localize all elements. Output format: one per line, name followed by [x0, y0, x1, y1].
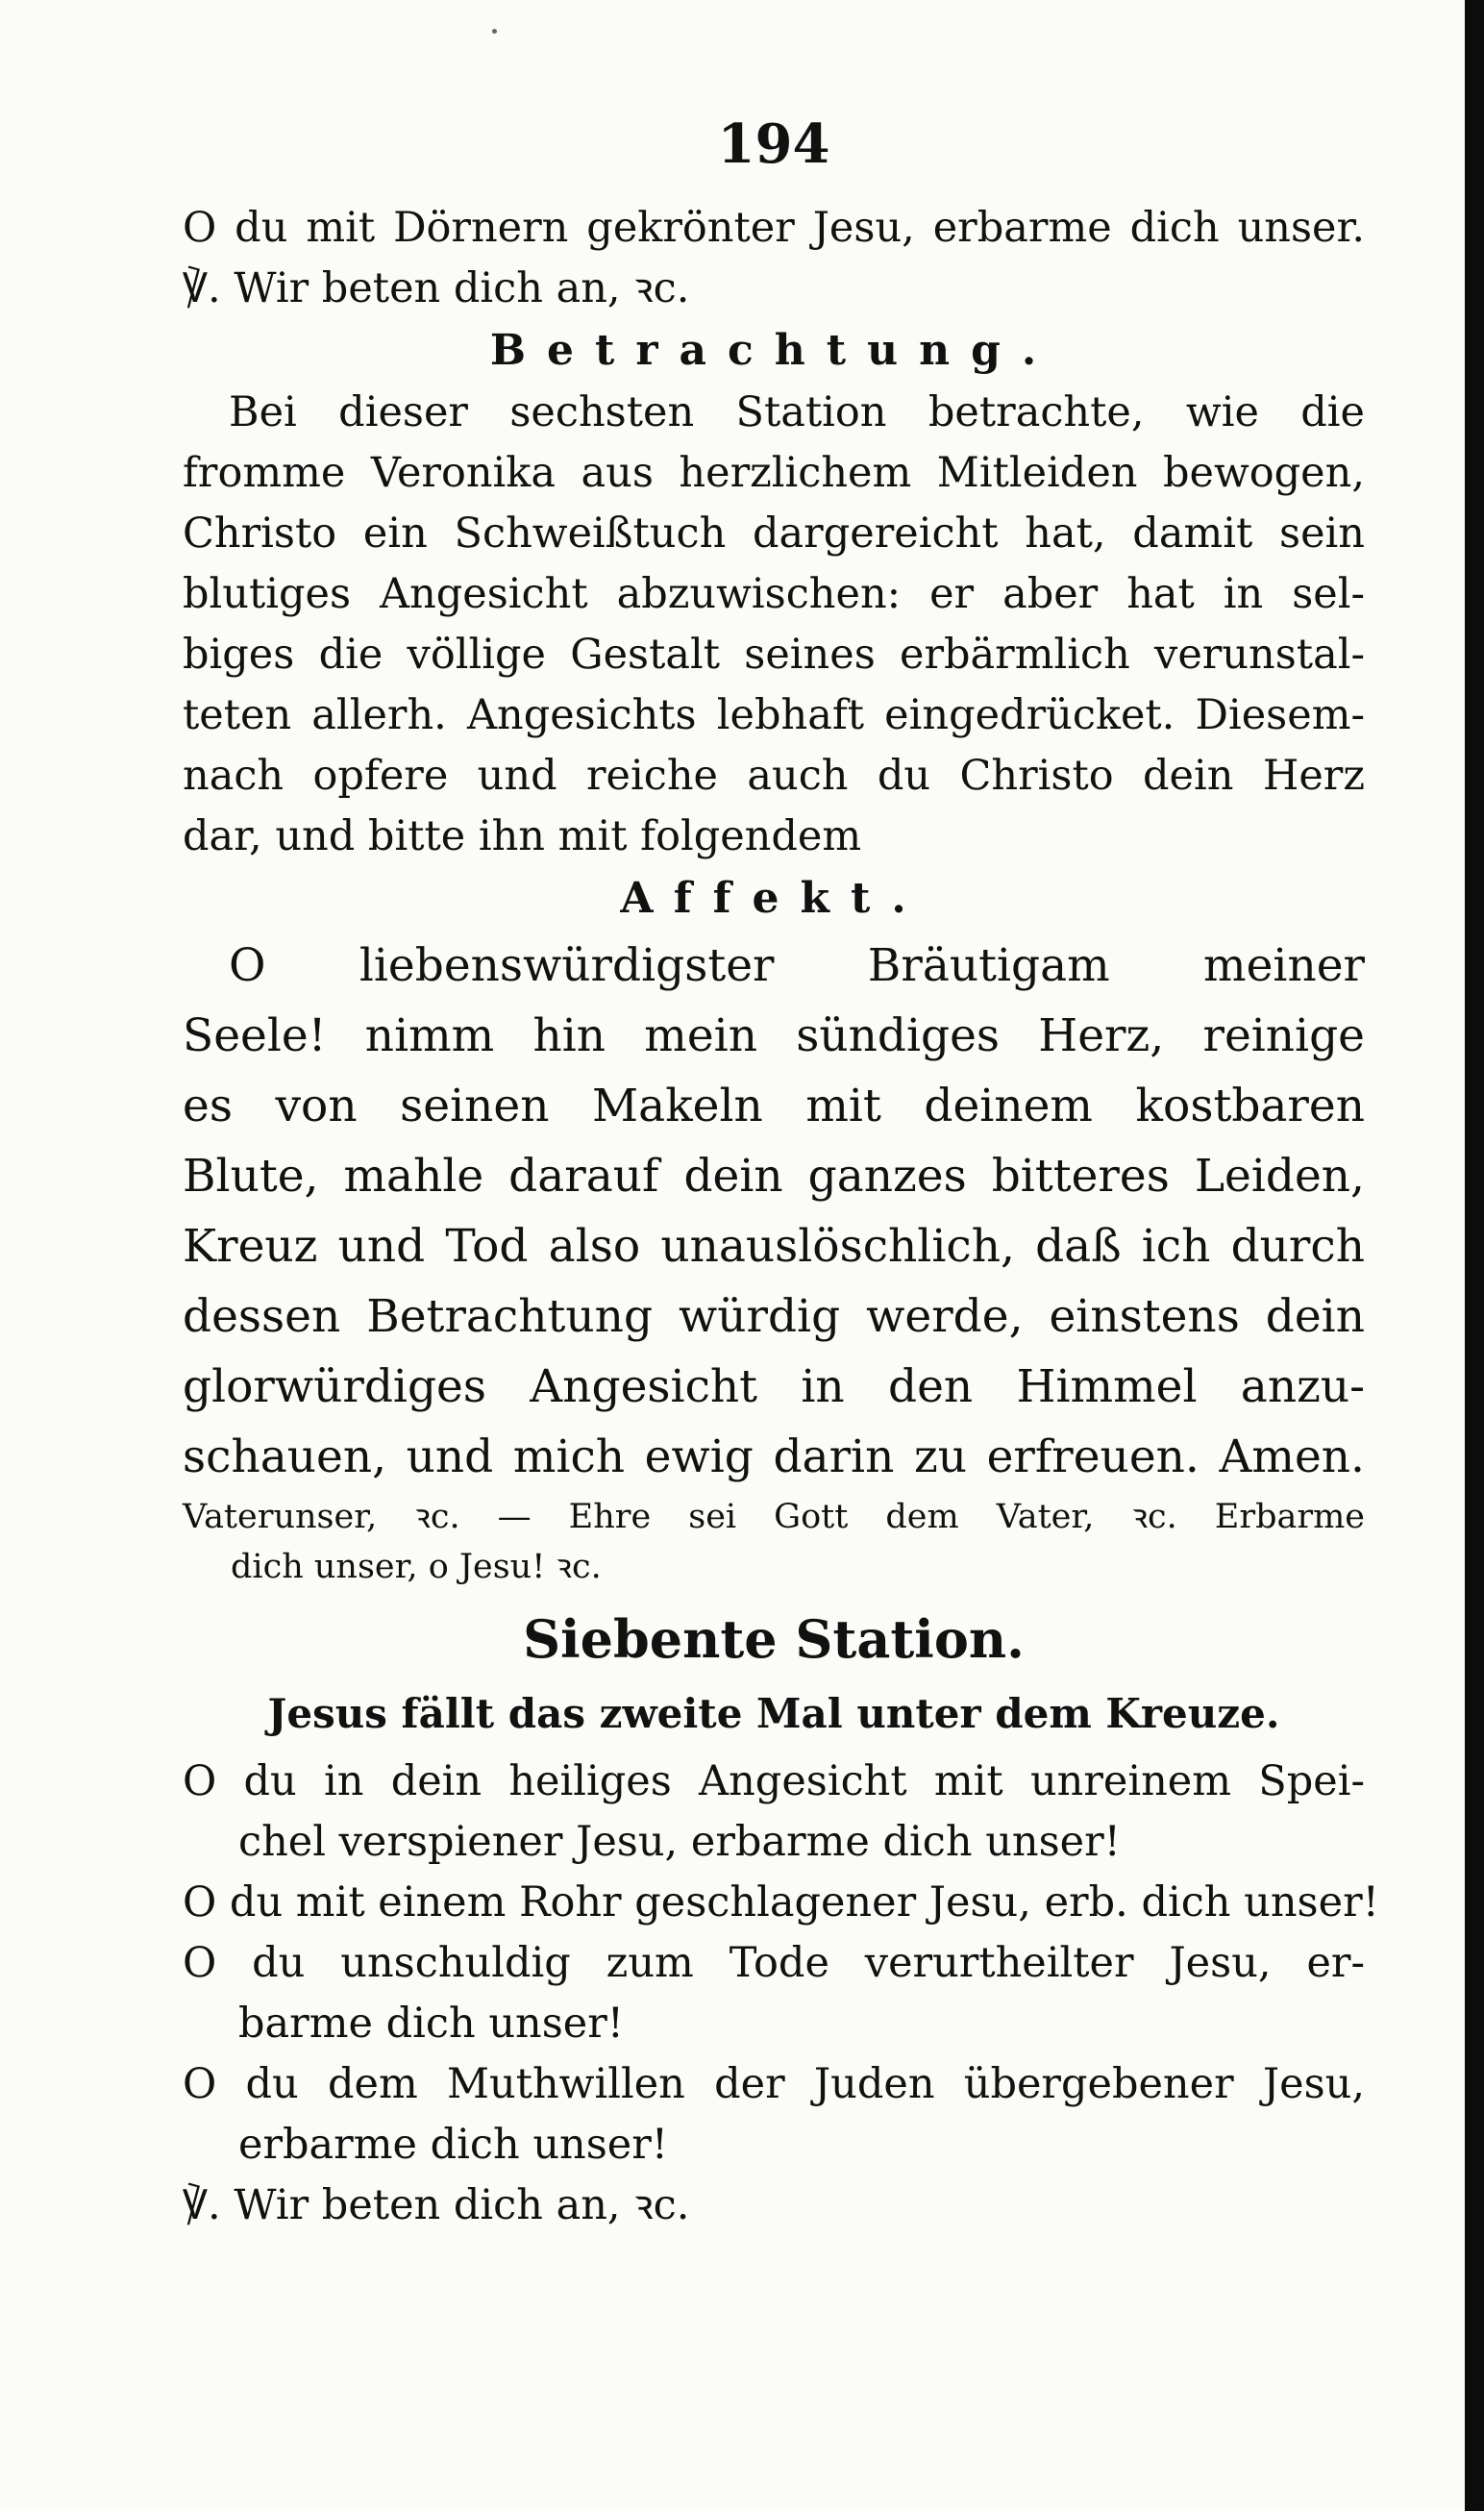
litany-line: erbarme dich unser! [238, 2121, 669, 2169]
affekt-heading: Affekt. [620, 874, 928, 923]
litany-line: O du in dein heiliges Angesicht mit unreinem Spei- [183, 1757, 1365, 1805]
prayer-line: Vaterunser, ꝛc. — Ehre sei Gott dem Vater, ꝛc. Erbarme [183, 1498, 1365, 1536]
invocation-line: O du mit Dörnern gekrönter Jesu, erbarme dich unser. [183, 204, 1365, 252]
affekt-line: Kreuz und Tod also unauslöschlich, daß ich durch [183, 1220, 1365, 1273]
scan-edge [1465, 0, 1484, 2511]
betrachtung-line: dar, und bitte ihn mit folgendem [183, 812, 862, 860]
betrachtung-line: Christo ein Schweißtuch dargereicht hat, damit sein [183, 510, 1365, 558]
versicle-line: ℣. Wir beten dich an, ꝛc. [183, 264, 690, 312]
affekt-line: O liebenswürdigster Bräutigam meiner [229, 939, 1365, 992]
litany-line: O du unschuldig zum Tode verurtheilter Jesu, er- [183, 1939, 1365, 1987]
betrachtung-heading: Betrachtung. [489, 326, 1058, 375]
page-content [183, 104, 1379, 2236]
betrachtung-line: biges die völlige Gestalt seines erbärmlich verunstal- [183, 631, 1365, 679]
betrachtung-line: Bei dieser sechsten Station betrachte, wie die [229, 388, 1365, 436]
affekt-line: glorwürdiges Angesicht in den Himmel anzu- [183, 1360, 1365, 1413]
affekt-line: schauen, und mich ewig darin zu erfreuen. Amen. [183, 1430, 1365, 1483]
station-title: Siebente Station. [523, 1608, 1025, 1670]
betrachtung-line: teten allerh. Angesichts lebhaft eingedrücket. Diesem- [183, 691, 1365, 739]
affekt-line: Seele! nimm hin mein sündiges Herz, reinige [183, 1009, 1365, 1062]
litany-line: O du mit einem Rohr geschlagener Jesu, erb. dich unser! [183, 1878, 1379, 1927]
ink-speck [492, 29, 497, 34]
betrachtung-line: blutiges Angesicht abzuwischen: er aber hat in sel- [183, 570, 1365, 618]
litany-line: O du dem Muthwillen der Juden übergebener Jesu, [183, 2060, 1365, 2108]
betrachtung-line: nach opfere und reiche auch du Christo dein Herz [183, 752, 1365, 800]
affekt-line: Blute, mahle darauf dein ganzes bitteres Leiden, [183, 1150, 1365, 1203]
affekt-line: dessen Betrachtung würdig werde, einstens dein [183, 1290, 1365, 1343]
prayer-line: dich unser, o Jesu! ꝛc. [231, 1548, 602, 1586]
page-number: 194 [717, 112, 830, 176]
closing-versicle: ℣. Wir beten dich an, ꝛc. [183, 2181, 690, 2229]
station-subtitle: Jesus fällt das zweite Mal unter dem Kreuze. [267, 1690, 1280, 1737]
litany-line: barme dich unser! [238, 2000, 625, 2048]
affekt-line: es von seinen Makeln mit deinem kostbaren [183, 1080, 1365, 1132]
litany-line: chel verspiener Jesu, erbarme dich unser! [238, 1818, 1121, 1866]
betrachtung-line: fromme Veronika aus herzlichem Mitleiden bewogen, [183, 449, 1365, 497]
